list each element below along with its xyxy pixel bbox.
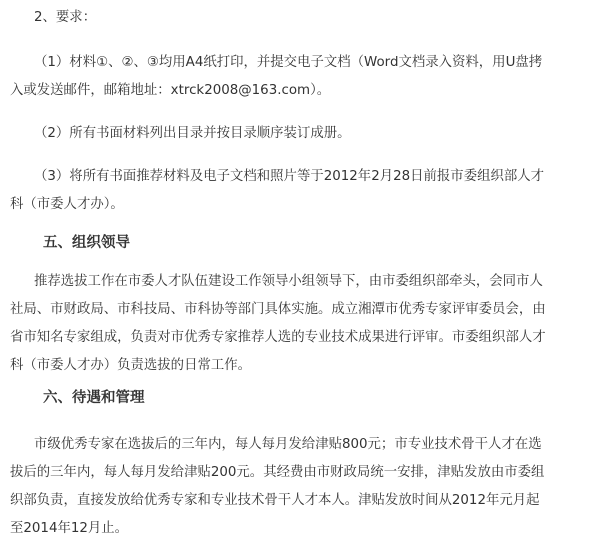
section-6-line-4: 至2014年12月止。 xyxy=(10,521,129,536)
requirement-item-3-line-1: （3）将所有书面推荐材料及电子文档和照片等于2012年2月28日前报市委组织部人才 xyxy=(34,169,545,184)
requirements-heading xyxy=(10,4,592,32)
section-6-line-2: 拔后的三年内，每人每月发给津贴200元。其经费由市财政局统一安排，津贴发放由市委组 xyxy=(10,465,545,480)
requirement-item-3-line-2: 科（市委人才办）。 xyxy=(10,197,124,212)
section-6-paragraph xyxy=(10,431,592,543)
requirement-item-2-line-1: （2）所有书面材料列出目录并按目录顺序装订成册。 xyxy=(34,126,351,141)
requirement-item-1-line-2: 入或发送邮件，邮箱地址：xtrck2008@163.com）。 xyxy=(10,83,331,98)
requirements-heading-text: 2、要求： xyxy=(34,10,97,25)
requirement-item-1-line-1: （1）材料①、②、③均用A4纸打印，并提交电子文档（Word文档录入资料，用U盘拷 xyxy=(34,55,543,70)
section-5-line-2: 社局、市财政局、市科技局、市科协等部门具体实施。成立湘潭市优秀专家评审委员会，由 xyxy=(10,302,546,317)
requirement-item-3 xyxy=(10,163,592,219)
section-6-heading: 六、待遇和管理 xyxy=(43,390,145,406)
section-5-line-3: 省市知名专家组成，负责对市优秀专家推荐人选的专业技术成果进行评审。市委组织部人才 xyxy=(10,330,546,345)
requirement-item-1 xyxy=(10,49,592,105)
section-5-paragraph xyxy=(10,268,592,380)
section-5-heading: 五、组织领导 xyxy=(43,235,130,251)
section-6-line-1: 市级优秀专家在选拔后的三年内，每人每月发给津贴800元；市专业技术骨干人才在选 xyxy=(34,437,542,452)
section-5-line-1: 推荐选拔工作在市委人才队伍建设工作领导小组领导下，由市委组织部牵头，会同市人 xyxy=(34,274,543,289)
section-6-line-3: 织部负责，直接发放给优秀专家和专业技术骨干人才本人。津贴发放时间从2012年元月起 xyxy=(10,493,540,508)
section-5-line-4: 科（市委人才办）负责选拔的日常工作。 xyxy=(10,358,252,373)
requirement-item-2 xyxy=(10,120,592,148)
